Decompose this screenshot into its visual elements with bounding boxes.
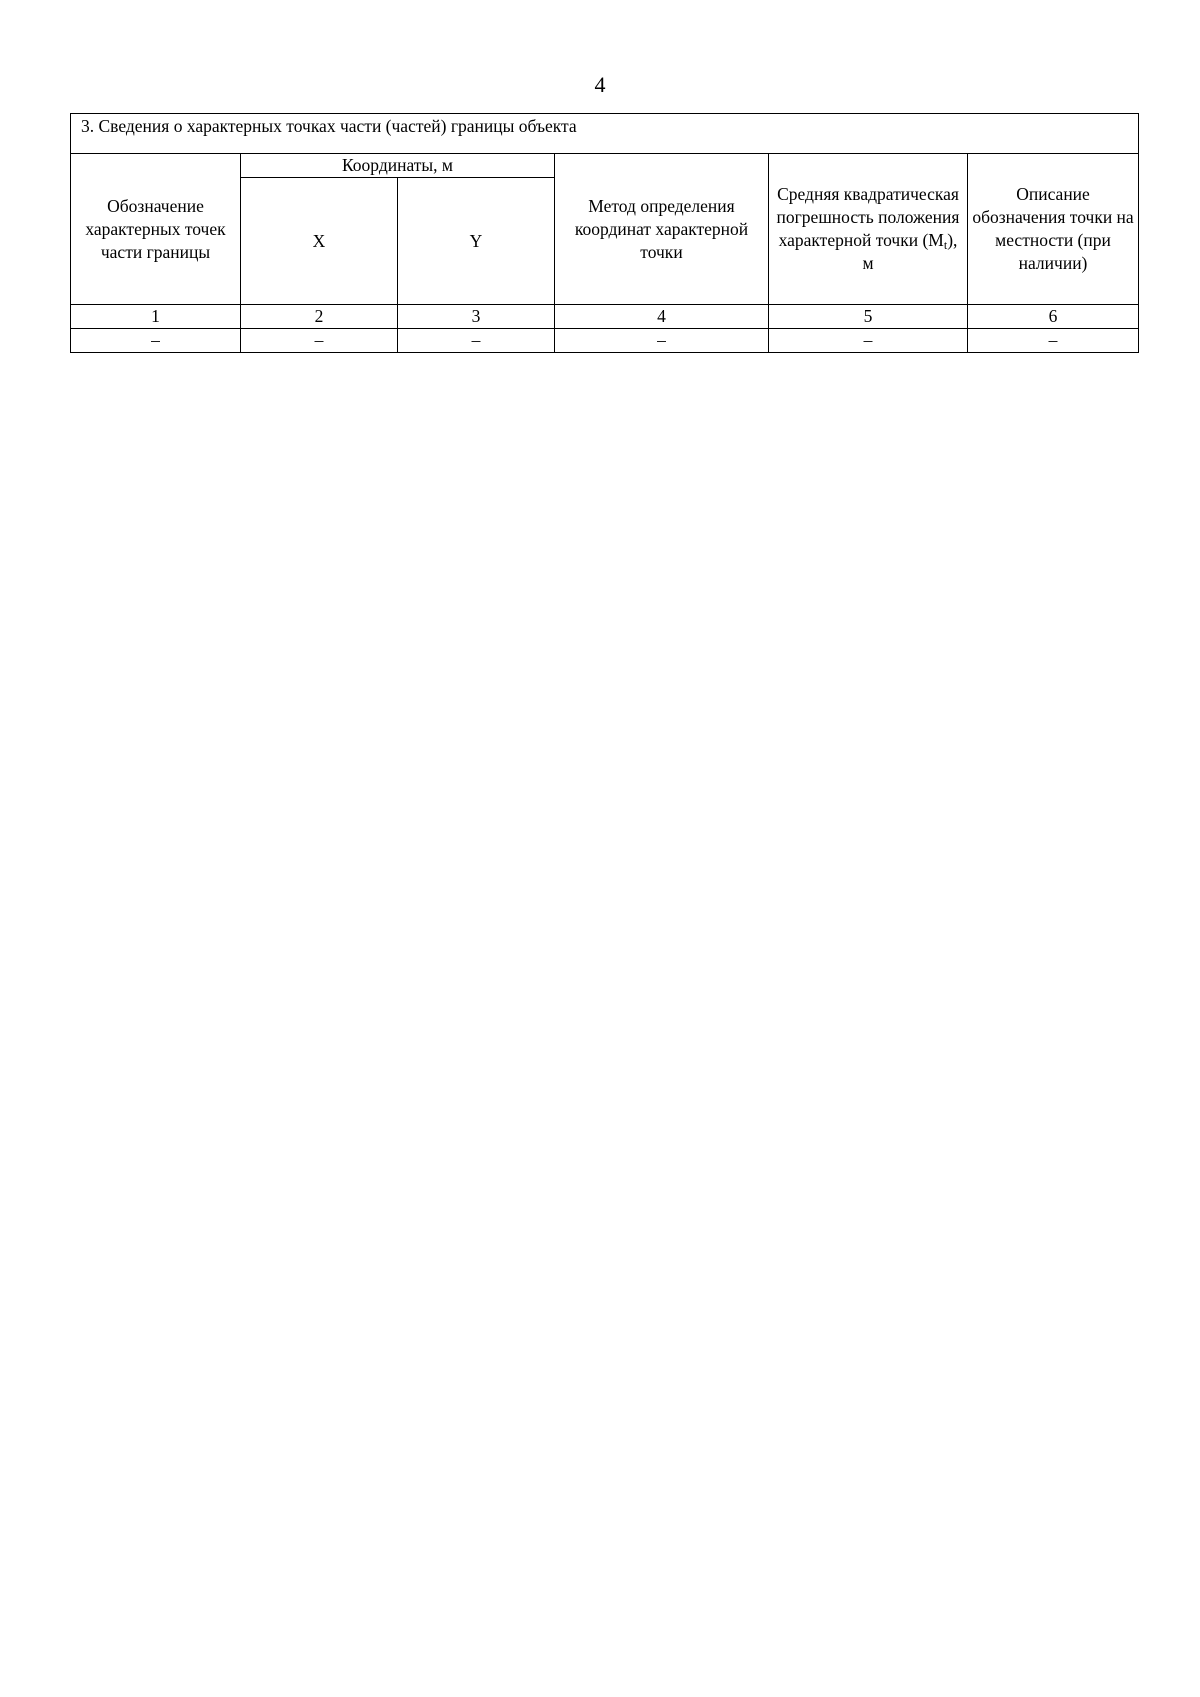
column-number: 3 [398, 305, 555, 329]
header-accuracy-tail: ), м [862, 230, 958, 273]
header-accuracy-main: Средняя квадратическая погрешность положения характерной точки (M [776, 184, 960, 250]
table-row [71, 329, 1139, 353]
header-coordinates: Координаты, м [241, 154, 555, 178]
header-point-designation: Обозначение характерных точек части границы [71, 154, 241, 305]
characteristic-points-table [70, 113, 1139, 353]
column-number: 1 [71, 305, 241, 329]
header-accuracy [769, 154, 968, 305]
section-title: 3. Сведения о характерных точках части (частей) границы объекта [71, 114, 1139, 154]
header-method: Метод определения координат характерной точки [555, 154, 769, 305]
table-cell: – [968, 329, 1139, 353]
header-description: Описание обозначения точки на местности (при наличии) [968, 154, 1139, 305]
table-cell: – [241, 329, 398, 353]
column-number: 2 [241, 305, 398, 329]
table-cell: – [769, 329, 968, 353]
header-x: X [241, 178, 398, 305]
column-numbers-row [71, 305, 1139, 329]
table-cell: – [555, 329, 769, 353]
column-number: 5 [769, 305, 968, 329]
header-accuracy-subscript: t [943, 238, 948, 252]
column-number: 4 [555, 305, 769, 329]
table-cell: – [71, 329, 241, 353]
page-number: 4 [594, 72, 606, 97]
header-y: Y [398, 178, 555, 305]
column-number: 6 [968, 305, 1139, 329]
table-cell: – [398, 329, 555, 353]
